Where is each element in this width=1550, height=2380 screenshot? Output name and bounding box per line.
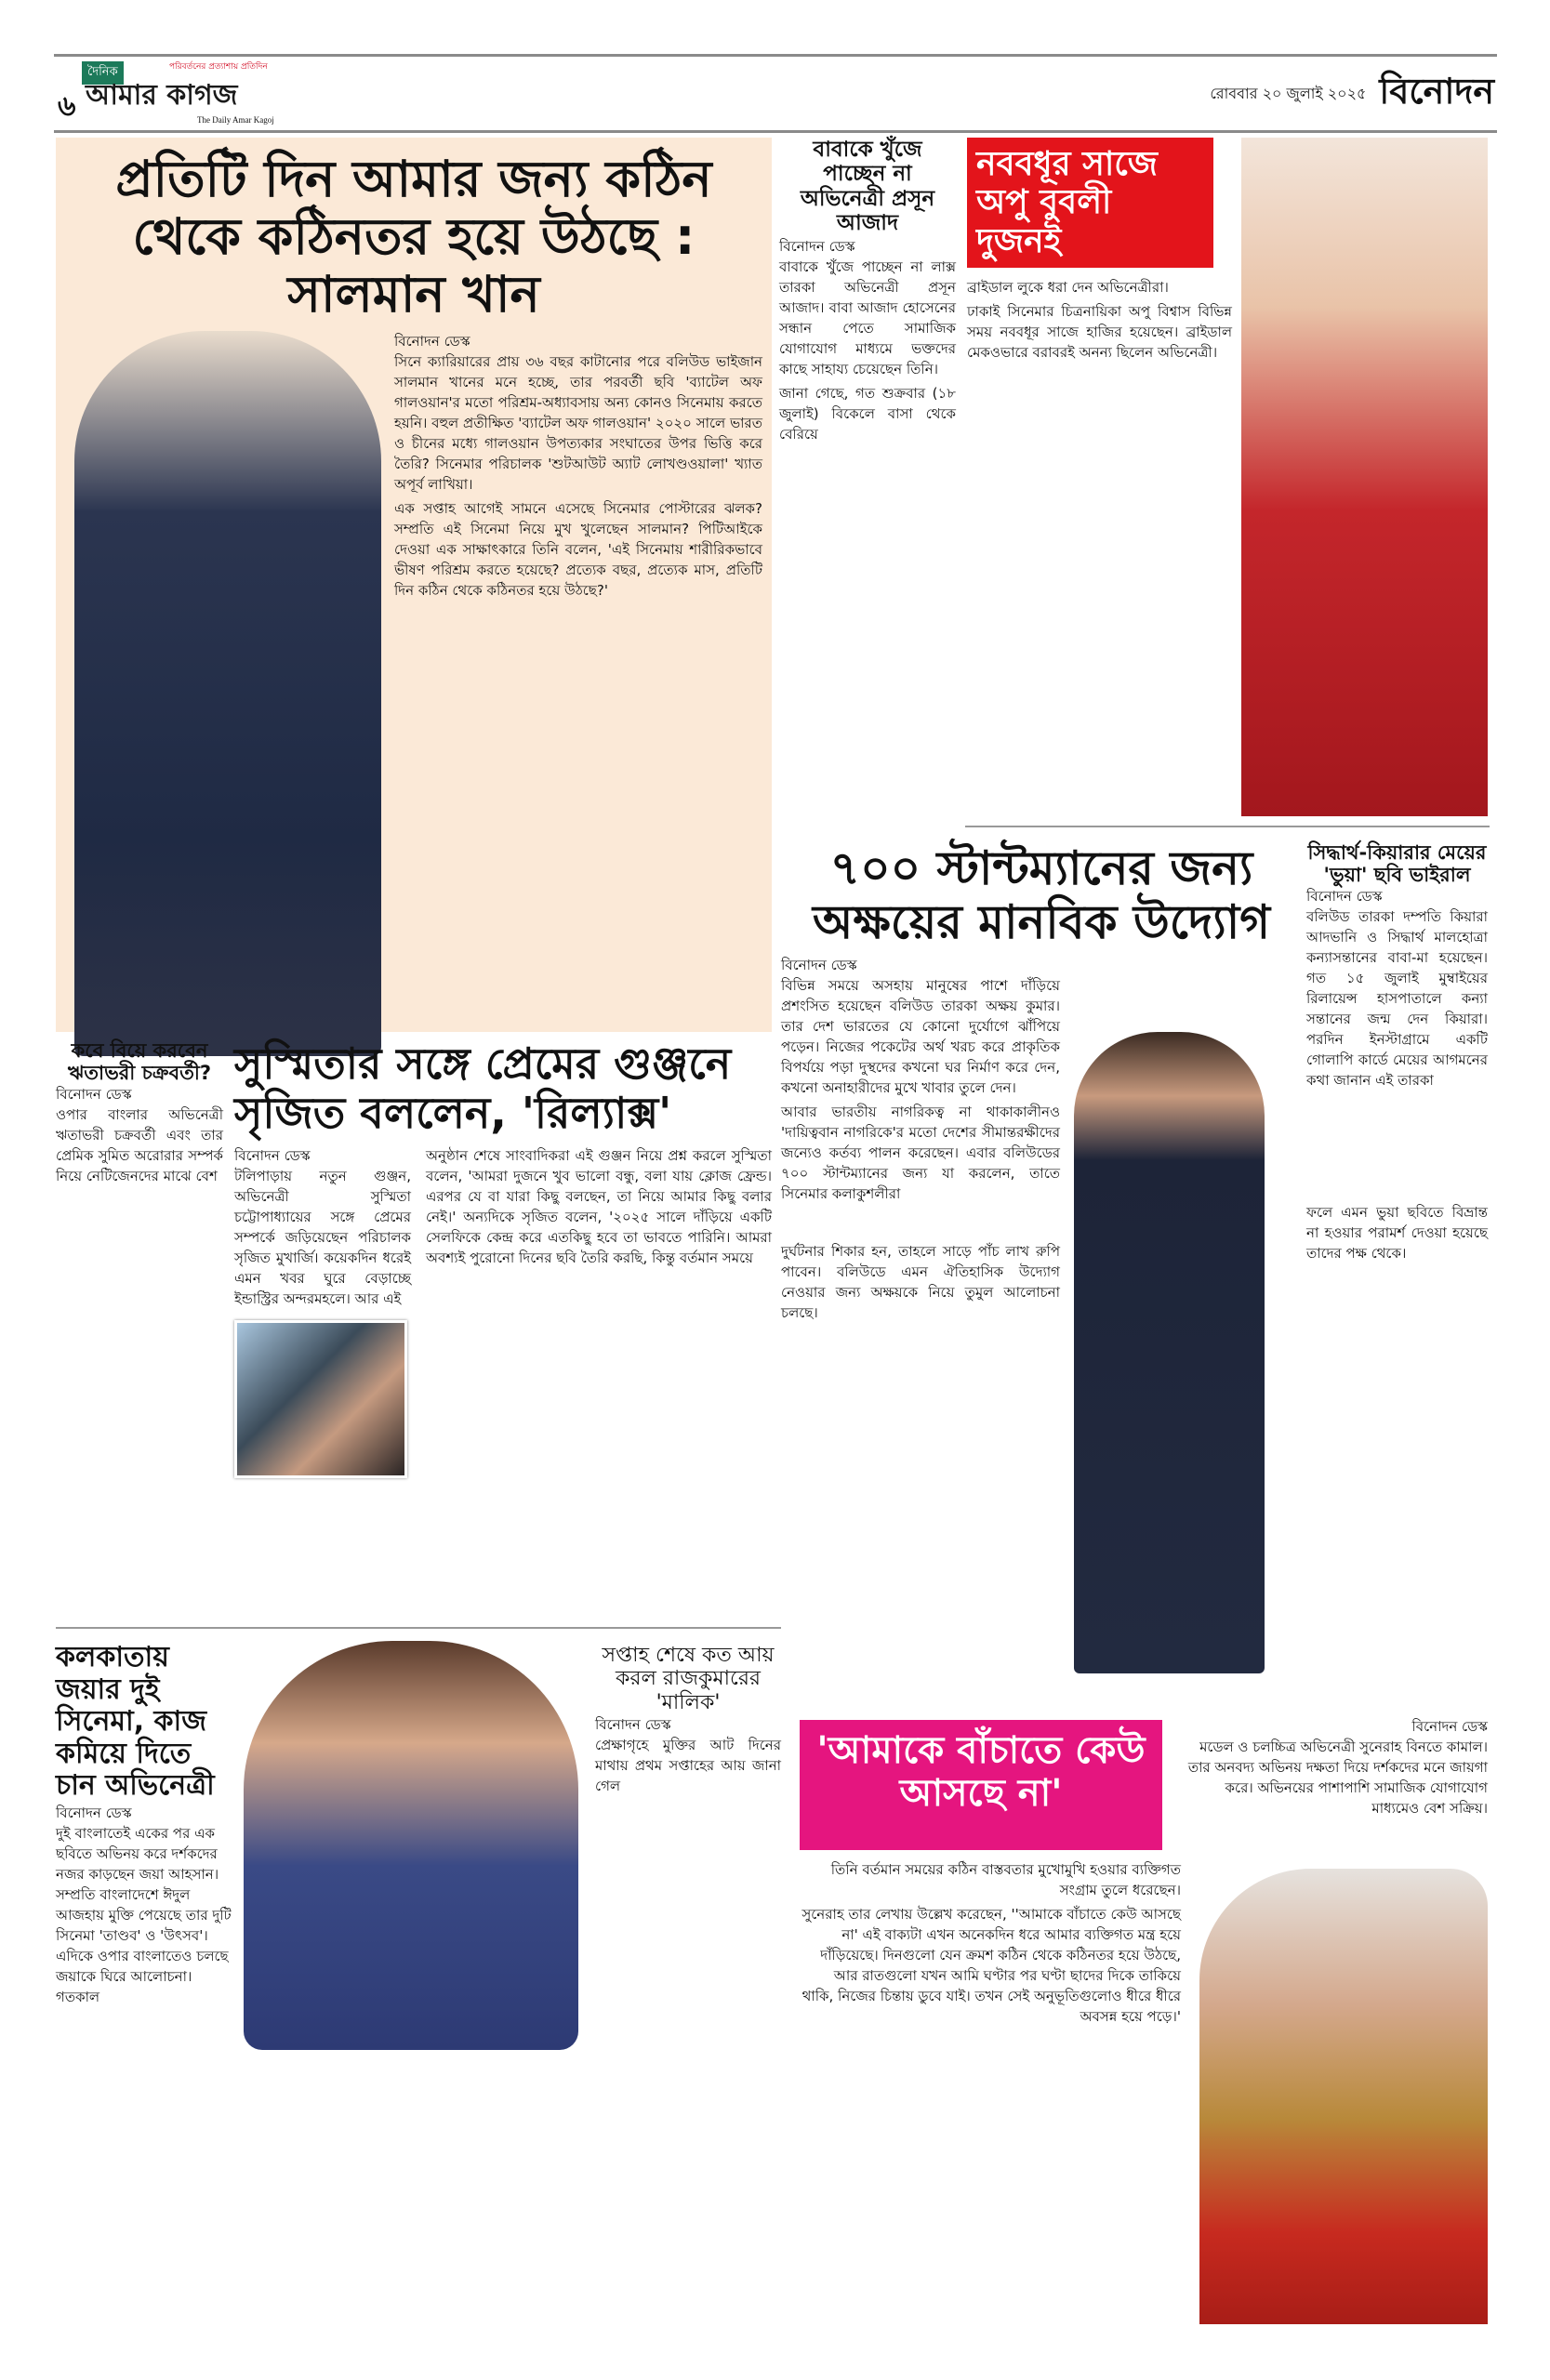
susmita-article: [234, 1039, 772, 1478]
sidharth-article: [1306, 841, 1488, 1267]
salman-body: [394, 351, 762, 601]
sunerah-headline-box: [800, 1720, 1162, 1850]
susmita-headline: সুস্মিতার সঙ্গে প্রেমের গুঞ্জনে সৃজিত বললেন, 'রিল্যাক্স': [234, 1038, 732, 1138]
malik-article: [595, 1644, 781, 1800]
sunerah-intro: মডেল ও চলচ্চিত্র অভিনেত্রী সুনেরাহ বিনতে কামাল। তার অনবদ্য অভিনয় দক্ষতা দিয়ে দর্শকদের মনে জায়গা করে। অভিনয়ের পাশাপাশি সামাজিক যোগাযোগ মাধ্যমেও বেশ সক্রিয়।: [1187, 1739, 1488, 1817]
opu-headline-box: [967, 138, 1213, 268]
susmita-srijit-photo: [234, 1320, 407, 1478]
akshay-paragraph: বিভিন্ন সময়ে অসহায় মানুষের পাশে দাঁড়িয়ে প্রশংসিত হয়েছেন বলিউড তারকা অক্ষয় কুমার। তার দেশ ভারতের যে কোনো দুর্যোগে ঝাঁপিয়ে পড়েন। নিজের পকেটের অর্থ খরচ করে প্রাকৃতিক বিপর্যয়ে পড়া দুস্থদের কখনো ঘর নির্মাণ করে দেন, কখনো অনাহারীদের মুখে খাবার তুলে দেন।: [781, 977, 1060, 1096]
salman-headline: প্রতিটি দিন আমার জন্য কঠিন থেকে কঠিনতর হয়ে উঠছে : সালমান খান: [115, 150, 712, 324]
salman-byline: বিনোদন ডেস্ক: [394, 333, 470, 350]
joya-body: [56, 1823, 232, 2007]
opu-headline: নববধূর সাজে অপু বুবলী দুজনই: [976, 145, 1158, 260]
joya-article: [56, 1642, 232, 2011]
sidharth-body: [1306, 906, 1488, 1263]
sidharth-paragraph: বলিউড তারকা দম্পতি কিয়ারা আদভানি ও সিদ্ধার্থ মালহোত্রা কন্যাসন্তানের বাবা-মা হয়েছেন। গত ১৫ জুলাই মুম্বাইয়ের রিলায়েন্স হাসপাতালে কন্যা সন্তানের জন্ম দেন কিয়ারা। পরদিন ইনস্টাগ্রামে একটি গোলাপি কার্ডে মেয়ের আগমনের কথা জানান এই তারকা: [1306, 908, 1488, 1090]
logo-prefix: দৈনিক: [82, 61, 124, 85]
divider: [56, 1627, 781, 1629]
header-top-rule: [54, 54, 1497, 57]
akshay-body: [781, 975, 1060, 1323]
prosun-paragraph: বাবাকে খুঁজে পাচ্ছেন না লাক্স তারকা অভিনেত্রী প্রসূন আজাদ। বাবা আজাদ হোসেনের সন্ধান পেতে সামাজিক যোগাযোগ মাধ্যমে ভক্তদের কাছে সাহায্য চেয়েছেন তিনি।: [779, 258, 956, 377]
susmita-paragraph: টলিপাড়ায় নতুন গুঞ্জন, অভিনেত্রী সুস্মিতা চট্টোপাধ্যায়ের সঙ্গে প্রেমের সম্পর্কে জড়িয়েছেন পরিচালক সৃজিত মুখার্জি। কয়েকদিন ধরেই এমন খবর ঘুরে বেড়াচ্ছে ইন্ডাস্ট্রির অন্দরমহলে। আর এই: [234, 1167, 411, 1307]
akshay-paragraph: দুর্ঘটনার শিকার হন, তাহলে সাড়ে পাঁচ লাখ রুপি পাবেন। বলিউডে এমন ঐতিহাসিক উদ্যোগ নেওয়ার জন্য অক্ষয়কে নিয়ে তুমুল আলোচনা চলছে।: [781, 1243, 1060, 1321]
joya-paragraph: দুই বাংলাতেই একের পর এক ছবিতে অভিনয় করে দর্শকদের নজর কাড়ছেন জয়া আহসান। সম্প্রতি বাংলাদেশে ঈদুল আজহায় মুক্তি পেয়েছে তার দুটি সিনেমা 'তাণ্ডব' ও 'উৎসব'। এদিকে ওপার বাংলাতেও চলছে জয়াকে ঘিরে আলোচনা। গতকাল: [56, 1824, 232, 2005]
ritabhari-body: [56, 1104, 223, 1186]
masthead-logo[interactable]: [58, 60, 299, 128]
opu-paragraph: ব্রাইডাল লুকে ধরা দেন অভিনেত্রীরা।: [967, 279, 1169, 297]
malik-body: [595, 1735, 781, 1796]
divider: [965, 826, 1490, 827]
susmita-body-right: [426, 1145, 772, 1478]
logo-english: The Daily Amar Kagoj: [197, 115, 274, 125]
susmita-body-left: [234, 1166, 411, 1309]
prosun-article: [779, 138, 956, 448]
salman-content: [56, 331, 772, 1032]
page-number: ৬: [58, 90, 76, 123]
logo-tagline: পরিবর্তনের প্রত্যাশায় প্রতিদিন: [169, 62, 268, 72]
prosun-headline: বাবাকে খুঁজে পাচ্ছেন না অভিনেত্রী প্রসূন আজাদ: [800, 138, 935, 236]
akshay-paragraph: আবার ভারতীয় নাগরিকত্ব না থাকাকালীনও 'দায়িত্ববান নাগরিকে'র মতো দেশের সীমান্তরক্ষীদের জন্যেও কর্তব্য পালন করেছেন। এবার বলিউডের ৭০০ স্টান্টম্যানের জন্য যা করলেন, তাতে সিনেমার কলাকুশলীরা: [781, 1104, 1060, 1202]
opu-body: [967, 277, 1232, 363]
ritabhari-byline: বিনোদন ডেস্ক: [56, 1086, 132, 1104]
joya-headline: কলকাতায় জয়ার দুই সিনেমা, কাজ কমিয়ে দিতে চান অভিনেত্রী: [56, 1641, 215, 1802]
sunerah-article: [800, 1720, 1181, 2030]
ritabhari-article: [56, 1039, 223, 1190]
header-right: [1210, 61, 1494, 126]
susmita-paragraph: অনুষ্ঠান শেষে সাংবাদিকরা এই গুঞ্জন নিয়ে প্রশ্ন করলে সুস্মিতা বলেন, 'আমরা দুজনে খুব ভালো বন্ধু, বলা যায় ক্লোজ ফ্রেন্ড। এরপর যে বা যারা কিছু বলছেন, তা নিয়ে আমার কিছু বলার নেই।' অন্যদিকে সৃজিত বলেন, '২০২৫ সালে দাঁড়িয়ে একটি সেলফিকে কেন্দ্র করে এতকিছু হবে তা ভাবতে পারিনি। আমরা অবশ্যই পুরোনো দিনের ছবি তৈরি করছি, কিন্তু বর্তমান সময়ে: [426, 1146, 772, 1266]
sunerah-intro-block: [1173, 1716, 1488, 1818]
sunerah-headline: 'আমাকে বাঁচাতে কেউ আসছে না': [816, 1729, 1146, 1815]
susmita-byline: বিনোদন ডেস্ক: [234, 1146, 311, 1164]
opu-article: [967, 138, 1232, 366]
akshay-headline: ৭০০ স্টান্টম্যানের জন্য অক্ষয়ের মানবিক উদ্যোগ: [813, 841, 1270, 949]
sunerah-body: [800, 1859, 1181, 2027]
malik-paragraph: প্রেক্ষাগৃহে মুক্তির আট দিনের মাথায় প্রথম সপ্তাহের আয় জানা গেল: [595, 1736, 781, 1794]
sunerah-paragraph: সুনেরাহ তার লেখায় উল্লেখ করেছেন, ''আমাকে বাঁচাতে কেউ আসছে না' এই বাক্যটা এখন অনেকদিন ধরে আমার ব্যক্তিগত মন্ত্র হয়ে দাঁড়িয়েছে। দিনগুলো যেন ক্রমশ কঠিন থেকে কঠিনতর হয়ে উঠছে, আর রাতগুলো যখন আমি ঘণ্টার পর ঘণ্টা ছাদের দিকে তাকিয়ে থাকি, নিজের চিন্তায় ডুবে যাই। তখন সেই অনুভূতিগুলোও ধীরে ধীরে অবসন্ন হয়ে পড়ে।': [801, 1906, 1181, 2025]
joya-byline: বিনোদন ডেস্ক: [56, 1804, 132, 1821]
opu-photo: [1241, 138, 1488, 816]
akshay-photo: [1074, 1032, 1265, 1673]
ritabhari-headline: কবে বিয়ে করবেন ঋতাভরী চক্রবর্তী?: [67, 1039, 212, 1085]
header-bottom-rule: [54, 130, 1497, 133]
sidharth-headline: সিদ্ধার্থ-কিয়ারার মেয়ের 'ভুয়া' ছবি ভাইরাল: [1307, 841, 1487, 887]
sunerah-paragraph: তিনি বর্তমান সময়ের কঠিন বাস্তবতার মুখোমুখি হওয়ার ব্যক্তিগত সংগ্রাম তুলে ধরেছেন।: [830, 1861, 1181, 1898]
sidharth-paragraph: ফলে এমন ভুয়া ছবিতে বিভ্রান্ত না হওয়ার পরামর্শ দেওয়া হয়েছে তাদের পক্ষ থেকে।: [1306, 1204, 1488, 1263]
ritabhari-paragraph: ওপার বাংলার অভিনেত্রী ঋতাভরী চক্রবর্তী এবং তার প্রেমিক সুমিত অরোরার সম্পর্ক নিয়ে নেটিজেনদের মাঝে বেশ: [56, 1106, 223, 1185]
salman-article: [56, 138, 772, 1032]
salman-paragraph: এক সপ্তাহ আগেই সামনে এসেছে সিনেমার পোস্টারের ঝলক? সম্প্রতি এই সিনেমা নিয়ে মুখ খুলেছেন সালমান? পিটিআইকে দেওয়া এক সাক্ষাৎকারে তিনি বলেন, 'এই সিনেমায় শারীরিকভাবে ভীষণ পরিশ্রম করতে হয়েছে? প্রত্যেক বছর, প্রত্যেক মাস, প্রতিটি দিন কঠিন থেকে কঠিনতর হয়ে উঠছে?': [394, 500, 762, 600]
malik-byline: বিনোদন ডেস্ক: [595, 1715, 671, 1733]
opu-paragraph: ঢাকাই সিনেমার চিত্রনায়িকা অপু বিশ্বাস বিভিন্ন সময় নববধূর সাজে হাজির হয়েছেন। ব্রাইডাল মেকওভারে বরাবরই অনন্য ছিলেন অভিনেত্রী।: [967, 303, 1232, 362]
logo-title: আমার কাগজ: [86, 79, 238, 112]
sidharth-byline: বিনোদন ডেস্ক: [1306, 888, 1383, 906]
malik-headline: সপ্তাহ শেষে কত আয় করল রাজকুমারের 'মালিক': [602, 1644, 775, 1714]
prosun-paragraph: জানা গেছে, গত শুক্রবার (১৮ জুলাই) বিকেলে বাসা থেকে বেরিয়ে: [779, 384, 956, 443]
salman-photo: [74, 331, 381, 1056]
joya-photo: [244, 1641, 578, 2050]
section-title: বিনোদন: [1379, 71, 1494, 112]
sunerah-photo: [1199, 1869, 1488, 2324]
issue-date: রোববার ২০ জুলাই ২০২৫: [1210, 84, 1367, 102]
salman-paragraph: সিনে ক্যারিয়ারের প্রায় ৩৬ বছর কাটানোর পরে বলিউড ভাইজান সালমান খানের মনে হচ্ছে, তার পরবর্তী ছবি 'ব্যাটেল অফ গালওয়ান'র মতো পরিশ্রম-অধ্যাবসায় অন্য কোনও সিনেমায় করতে হয়নি। বহুল প্রতীক্ষিত 'ব্যাটেল অফ গালওয়ান' ২০২০ সালে ভারত ও চীনের মধ্যে গালওয়ান উপত্যকার সংঘাতের উপর ভিত্তি করে তৈরি? সিনেমার পরিচালক 'শুটআউট অ্যাট লোখণ্ডওয়ালা' খ্যাত অপূর্ব লাখিয়া।: [394, 353, 762, 494]
akshay-byline: বিনোদন ডেস্ক: [781, 957, 857, 973]
prosun-byline: বিনোদন ডেস্ক: [779, 237, 855, 255]
sunerah-byline: বিনোদন ডেস্ক: [1411, 1718, 1488, 1735]
susmita-columns: [234, 1145, 772, 1478]
prosun-body: [779, 257, 956, 444]
